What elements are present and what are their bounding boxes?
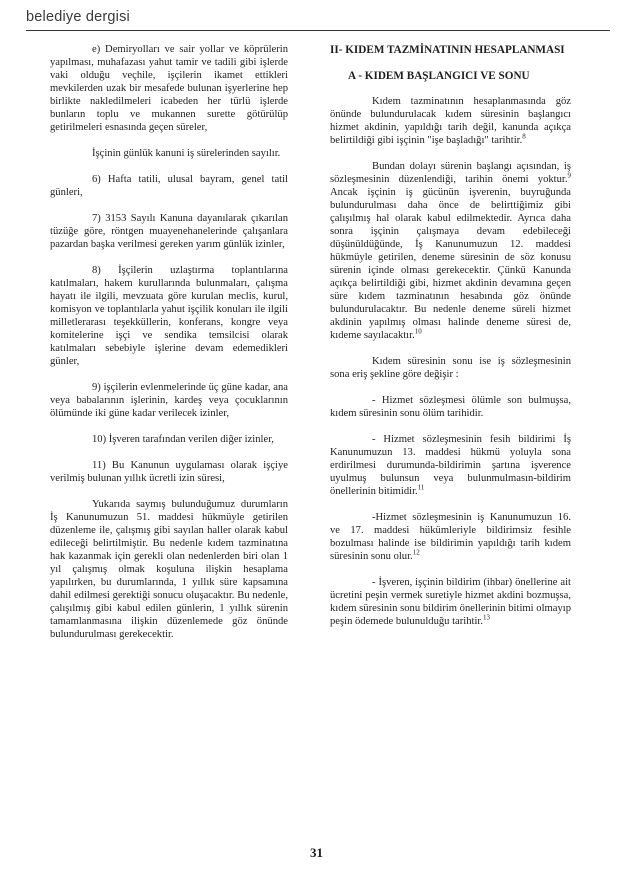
section-heading: II- KIDEM TAZMİNATININ HESAPLANMASI: [330, 44, 565, 56]
paragraph-item-7: 7) 3153 Sayılı Kanuna dayanılarak çıkarılan tüzüğe göre, röntgen muayenehanelerinde çalışanlara pazardan başka verilmesi gereken yarım günlük izinler,: [50, 213, 288, 250]
paragraph-bildirimsiz-fesih: [330, 511, 571, 563]
paragraph-item-9: 9) işçilerin evlenmelerinde üç güne kadar, ana veya babalarının işlerinin, kardeş veya çocuklarının ölümünde iki güne kadar verilecek izinler,: [50, 382, 288, 419]
footnote-marker: 13: [483, 613, 490, 622]
paragraph-item-6: 6) Hafta tatili, ulusal bayram, genel tatil günleri,: [50, 174, 288, 198]
page-header: [26, 8, 610, 31]
footnote-marker: 12: [412, 548, 420, 557]
paragraph-deneme-suresi: [330, 160, 571, 342]
paragraph-kidem-baslangici: [330, 95, 571, 147]
right-column: [330, 43, 571, 641]
paragraph-text: -Hizmet sözleşmesinin iş Kanunumuzun 16. ve 17. maddesi hükümleriyle bildirimsiz fesihle bozulması halinde ise bildirimin yapıldığı tarih kıdem süresinin sonu olur.: [330, 512, 571, 562]
left-column: [50, 43, 288, 651]
paragraph-summary: Yukarıda saymış bulunduğumuz durumların İş Kanunumuzun 51. maddesi hükmüyle getirilen düzenleme ile, çalışmış gibi sayılan haller olarak kabul edileceği belirtilmiştir. Bu nedenle kıdem tazminatına hak kazanmak için gerekli olan nedenlerden biri olan 1 yıl çalışmış olmak koşuluna ilişkin hesaplama yapılırken, bu durumlarında, 1 yıllık süre kapsamına dahil edilmesi gerektiği sonucu oluşacaktır. Bu nedenle, çalışılmış gibi kabul edilen günlerin, 1 yıllık sürenin tamamlanmasına ilişkin düzenlemede göz önünde bulundurulması gerekecektir.: [50, 499, 288, 640]
paragraph-text: - İşveren, işçinin bildirim (ihbar) önellerine ait ücretini peşin vermek suretiyle hizmet akdini bozmuşsa, kıdem süresinin sonu bildirim önellerinin bitimi olmayıp peşin ödemede bulunulduğu tarihtir.: [330, 577, 571, 627]
paragraph-text: Bundan dolayı sürenin başlangı açısından, iş sözleşmesinin düzenlendiği, tarihin önemi yoktur.: [330, 161, 571, 185]
paragraph-text-continued: Ancak işçinin iş gücünün işverenin, buyruğunda bulundurulması daha önce de belirttiğimiz gibi çalışılmış hal olarak kabul edilmektedir. Ayrıca daha sonra işçinin çalışmaya devam edebileceği düşünüldüğünde, İş Kanunumuzun 12. maddesi hükmüyle getirilen, deneme süresinin de söz konusu sürenin içinde olması gerekecektir. Çünkü Kanunda açıkça belirtildiği gibi, hizmet akdinin devamına geçen süre kıdem tazminatının hesabında göz önünde bulundurulacaktır. Bu nedenle deneme süreli hizmet akdinin yapılmış olması halinde deneme süresi de, kıdeme sayılacaktır.: [330, 187, 571, 341]
paragraph-counted-time: İşçinin günlük kanuni iş sürelerinden sayılır.: [92, 148, 281, 159]
paragraph-item-10: 10) İşveren tarafından verilen diğer izinler,: [92, 434, 274, 445]
paragraph-text: - Hizmet sözleşmesinin fesih bildirimi İş Kanunumuzun 13. maddesi hükmü yoluyla sona erdirilmesi durumunda-bildirimin şartına işverence uyulmuş bulunsun veya bulunmulmasın-bildirim önellerinin bitimidir.: [330, 434, 571, 497]
paragraph-item-11: 11) Bu Kanunun uygulaması olarak işçiye verilmiş bulunan yıllık ücretli izin süresi,: [50, 460, 288, 484]
subsection-heading: A - KIDEM BAŞLANGICI VE SONU: [348, 70, 530, 82]
paragraph-item-e: e) Demiryolları ve sair yollar ve köprülerin yapılması, muhafazası yahut tamir ve tadili gibi işlerde vaki olduğu veçhile, işçilerin ikamet ettikleri mevkilerden uzak bir mesafede bulunan işyerlerine hep birlikte nakledilmeleri icabeden her türlü işlerde bunların toplu ve mukannen surette götürülüp getirilmeleri esnasında geçen süreler,: [50, 44, 288, 133]
footnote-marker: 11: [417, 483, 425, 492]
page-number: 31: [310, 845, 323, 860]
paragraph-olum: - Hizmet sözleşmesi ölümle son bulmuşsa, kıdem süresinin sonu ölüm tarihidir.: [330, 395, 571, 419]
paragraph-item-8: 8) İşçilerin uzlaştırma toplantılarına katılmaları, hakem kurullarında bulunmaları, çalışma hayatı ile ilgili, mevzuata göre kurulan meclis, kurul, komisyon ve toplantılarla yahut işçilik konuları ile ilgili milletlerarası teşekküllerin, konferans, kongre veya komitelerine işçi ve sendika temsilcisi olarak katılmaları sebebiyle işlerine devam edemedikleri günler,: [50, 265, 288, 367]
paragraph-text: Kıdem tazminatının hesaplanmasında göz önünde bulundurulacak kıdem süresinin başlangıcı hizmet akdinin, yapıldığı tarih değil, kanunda açıkça belirtildiği gibi işçinin "işe başladığı" tarihtir.: [330, 96, 571, 146]
paragraph-fesih-bildirimi: [330, 433, 571, 498]
journal-title: belediye dergisi: [26, 9, 130, 25]
footnote-marker: 9: [567, 171, 571, 180]
footnote-marker: 10: [414, 327, 422, 336]
footnote-marker: 8: [522, 132, 526, 141]
paragraph-pesin-odeme: [330, 576, 571, 628]
paragraph-kidem-sonu: Kıdem süresinin sonu ise iş sözleşmesinin sona eriş şekline göre değişir :: [330, 356, 571, 380]
